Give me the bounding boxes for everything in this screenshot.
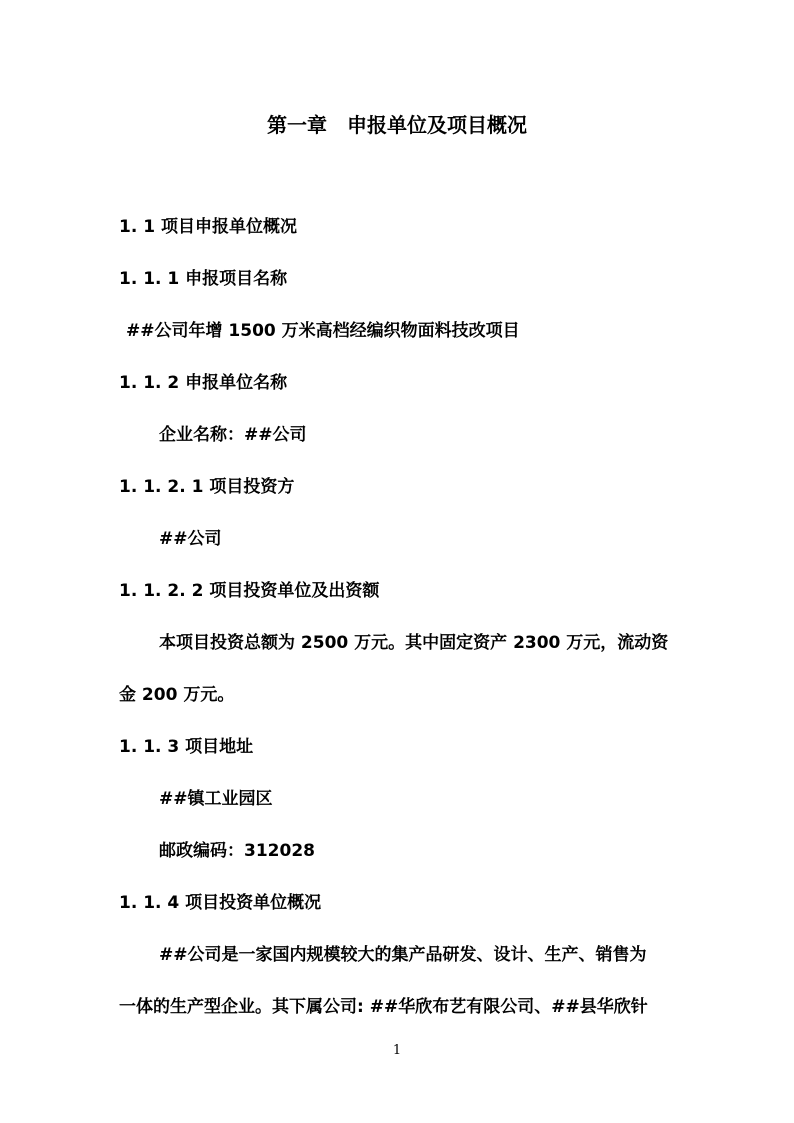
section-heading-1-1-2-2: 1. 1. 2. 2 项目投资单位及出资额	[119, 581, 380, 601]
postal-code: 邮政编码：312028	[159, 841, 315, 861]
investment-paragraph-line-2: 金 200 万元。	[119, 685, 235, 705]
section-heading-1-1-2: 1. 1. 2 申报单位名称	[119, 373, 288, 393]
page-number: 1	[392, 1043, 402, 1058]
overview-paragraph-line-2: 一体的生产型企业。其下属公司: ##华欣布艺有限公司、##县华欣针	[119, 997, 648, 1017]
project-name: ##公司年增 1500 万米高档经编织物面料技改项目	[126, 321, 520, 341]
project-address: ##镇工业园区	[159, 789, 273, 809]
company-name: 企业名称：##公司	[159, 425, 307, 445]
investment-paragraph-line-1: 本项目投资总额为 2500 万元。其中固定资产 2300 万元，流动资	[159, 633, 669, 653]
investor-name: ##公司	[159, 529, 222, 549]
section-heading-1-1-2-1: 1. 1. 2. 1 项目投资方	[119, 477, 295, 497]
section-heading-1-1-3: 1. 1. 3 项目地址	[119, 737, 254, 757]
chapter-title: 第一章 申报单位及项目概况	[267, 113, 527, 137]
overview-paragraph-line-1: ##公司是一家国内规模较大的集产品研发、设计、生产、销售为	[159, 945, 647, 965]
section-heading-1-1-4: 1. 1. 4 项目投资单位概况	[119, 893, 322, 913]
section-heading-1-1-1: 1. 1. 1 申报项目名称	[119, 269, 288, 289]
section-heading-1-1: 1. 1 项目申报单位概况	[119, 217, 297, 237]
